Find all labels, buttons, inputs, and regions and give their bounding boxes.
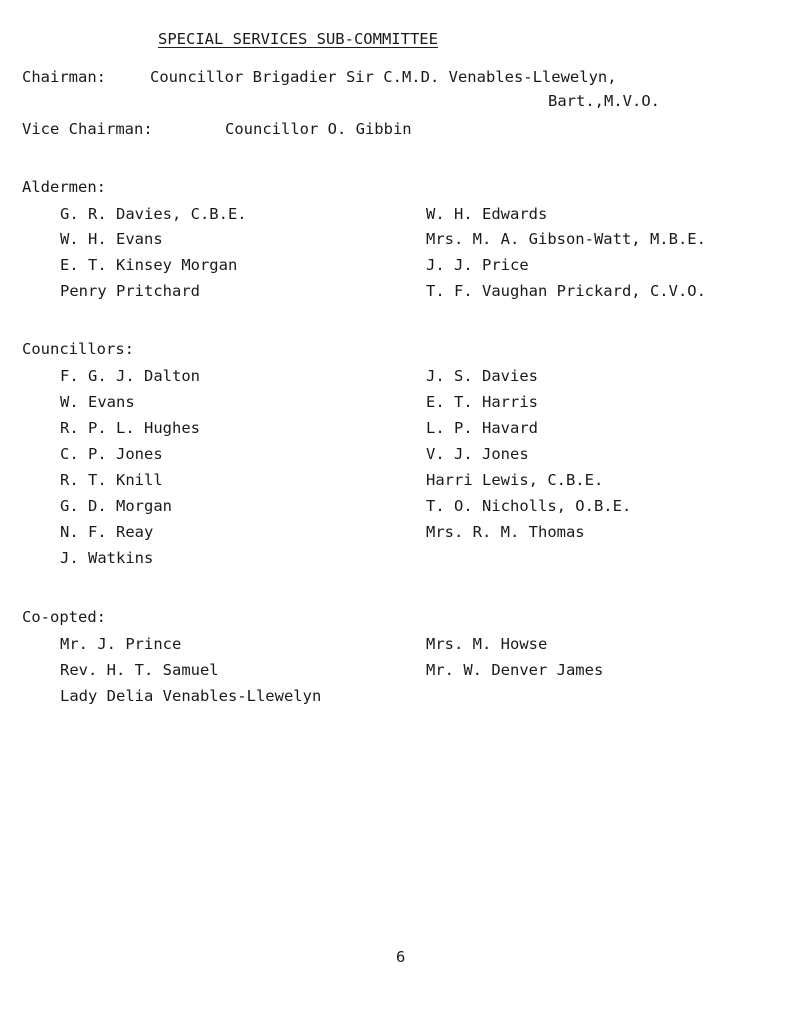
councillor-name: J. Watkins: [60, 549, 154, 567]
councillor-name: N. F. Reay: [60, 523, 154, 541]
page-number: 6: [396, 948, 406, 966]
alderman-name: E. T. Kinsey Morgan: [60, 256, 238, 274]
councillor-name: E. T. Harris: [426, 393, 538, 411]
co-opted-name: Mrs. M. Howse: [426, 635, 548, 653]
councillor-name: F. G. J. Dalton: [60, 367, 200, 385]
co-opted-name: Mr. J. Prince: [60, 635, 182, 653]
alderman-name: G. R. Davies, C.B.E.: [60, 205, 247, 223]
chairman-label: Chairman:: [22, 68, 106, 86]
councillor-name: R. T. Knill: [60, 471, 163, 489]
alderman-name: J. J. Price: [426, 256, 529, 274]
chairman-honours: Bart.,M.V.O.: [548, 92, 660, 110]
councillor-name: J. S. Davies: [426, 367, 538, 385]
co-opted-name: Mr. W. Denver James: [426, 661, 604, 679]
councillor-name: Harri Lewis, C.B.E.: [426, 471, 604, 489]
co-opted-name: Lady Delia Venables-Llewelyn: [60, 687, 322, 705]
alderman-name: W. H. Edwards: [426, 205, 548, 223]
councillor-name: T. O. Nicholls, O.B.E.: [426, 497, 632, 515]
alderman-name: W. H. Evans: [60, 230, 163, 248]
councillor-name: Mrs. R. M. Thomas: [426, 523, 585, 541]
alderman-name: Mrs. M. A. Gibson-Watt, M.B.E.: [426, 230, 706, 248]
councillor-name: L. P. Havard: [426, 419, 538, 437]
councillor-name: R. P. L. Hughes: [60, 419, 200, 437]
chairman-name: Councillor Brigadier Sir C.M.D. Venables-Llewelyn,: [150, 68, 617, 86]
councillor-name: W. Evans: [60, 393, 135, 411]
alderman-name: Penry Pritchard: [60, 282, 200, 300]
councillors-label: Councillors:: [22, 340, 134, 358]
vice-chairman-label: Vice Chairman:: [22, 120, 153, 138]
vice-chairman-name: Councillor O. Gibbin: [225, 120, 412, 138]
co-opted-name: Rev. H. T. Samuel: [60, 661, 219, 679]
co-opted-label: Co-opted:: [22, 608, 106, 626]
councillor-name: G. D. Morgan: [60, 497, 172, 515]
page-title: SPECIAL SERVICES SUB-COMMITTEE: [158, 30, 438, 48]
aldermen-label: Aldermen:: [22, 178, 106, 196]
councillor-name: V. J. Jones: [426, 445, 529, 463]
alderman-name: T. F. Vaughan Prickard, C.V.O.: [426, 282, 706, 300]
councillor-name: C. P. Jones: [60, 445, 163, 463]
